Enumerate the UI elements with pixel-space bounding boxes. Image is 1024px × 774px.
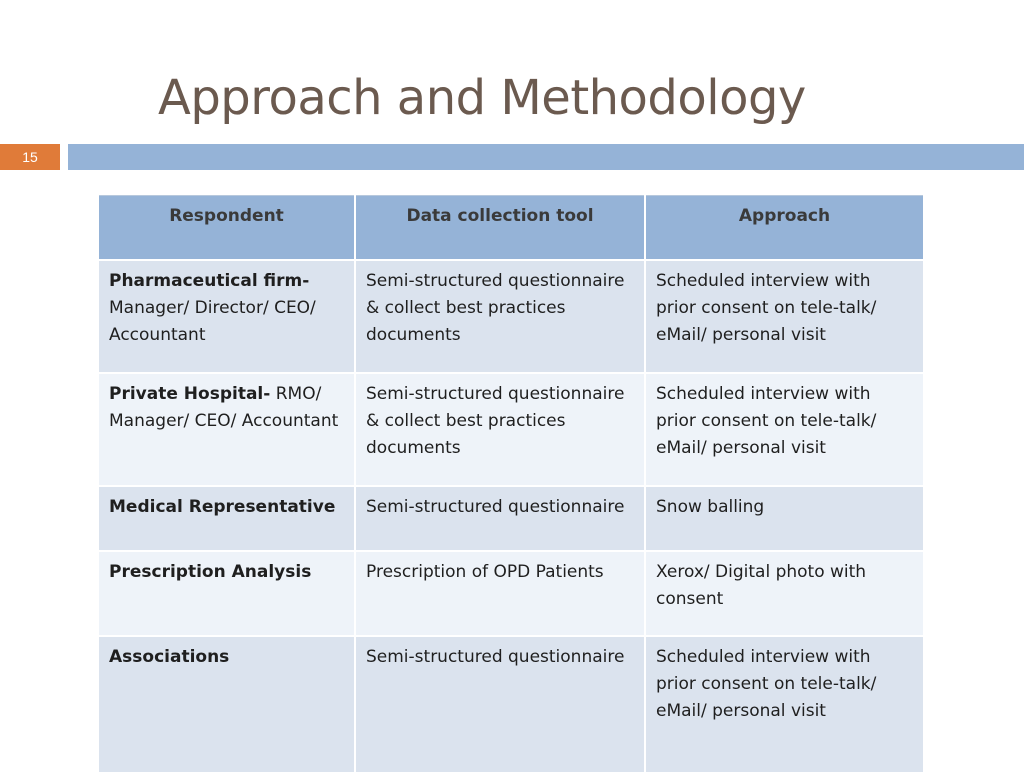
slide-title: Approach and Methodology [158, 70, 806, 126]
respondent-cell [98, 373, 355, 486]
respondent-cell [98, 636, 355, 773]
approach-cell: Scheduled interview with prior consent on tele-talk/ eMail/ personal visit [645, 260, 924, 373]
tool-cell: Prescription of OPD Patients [355, 551, 645, 636]
approach-cell: Scheduled interview with prior consent on tele-talk/ eMail/ personal visit [645, 636, 924, 773]
respondent-label: Private Hospital- [109, 384, 271, 404]
table-row [98, 373, 924, 486]
tool-cell: Semi-structured questionnaire [355, 636, 645, 773]
respondent-label: Associations [109, 647, 230, 667]
approach-cell: Xerox/ Digital photo with consent [645, 551, 924, 636]
approach-cell: Scheduled interview with prior consent on tele-talk/ eMail/ personal visit [645, 373, 924, 486]
respondent-label: Medical Representative [109, 497, 336, 517]
header-data-collection-tool: Data collection tool [355, 196, 645, 261]
respondent-label: Pharmaceutical firm- [109, 271, 310, 291]
respondent-detail: RMO/ Manager/ CEO/ Accountant [109, 384, 339, 431]
tool-cell: Semi-structured questionnaire & collect best practices documents [355, 260, 645, 373]
tool-cell: Semi-structured questionnaire & collect best practices documents [355, 373, 645, 486]
table-row [98, 551, 924, 636]
tool-cell: Semi-structured questionnaire [355, 486, 645, 551]
header-respondent: Respondent [98, 196, 355, 261]
table-row [98, 486, 924, 551]
table-row [98, 260, 924, 373]
header-approach: Approach [645, 196, 924, 261]
respondent-cell [98, 486, 355, 551]
slide-number: 15 [0, 144, 60, 170]
approach-cell: Snow balling [645, 486, 924, 551]
table-row [98, 636, 924, 773]
respondent-label: Prescription Analysis [109, 562, 312, 582]
table-header-row [98, 196, 924, 261]
respondent-detail: Manager/ Director/ CEO/ Accountant [109, 298, 316, 345]
title-divider-bar [68, 144, 1024, 170]
methodology-table [97, 195, 925, 774]
respondent-cell [98, 551, 355, 636]
respondent-cell [98, 260, 355, 373]
